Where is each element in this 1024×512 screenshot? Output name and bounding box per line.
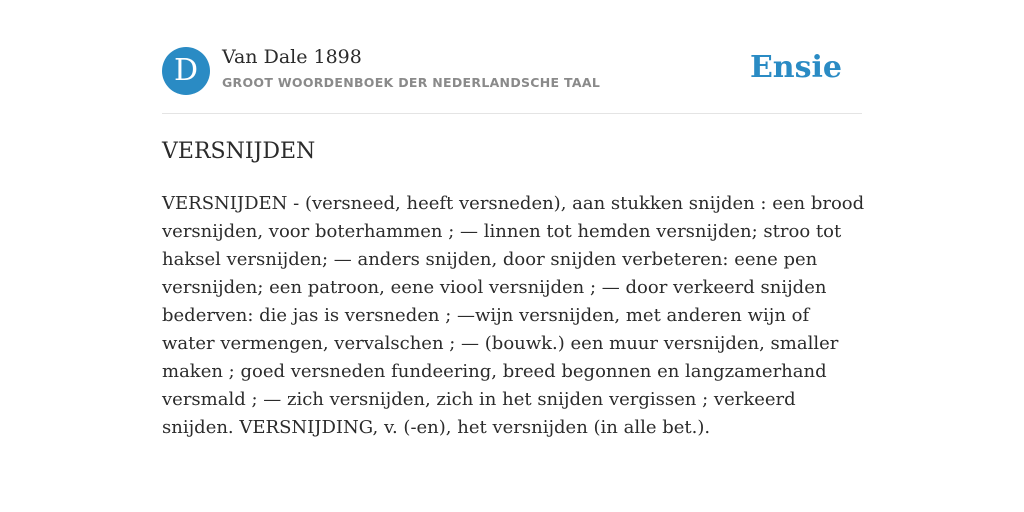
brand-logo[interactable]: Ensie [749, 50, 842, 85]
entry-definition: VERSNIJDEN - (versneed, heeft versneden), aan stukken snijden : een brood versnijden, voor boterhammen ; — linnen tot hemden versnijden; stroo tot haksel versnijden; — anders snijden, door snijden verbeteren: eene pen versnijden; een patroon, eene viool versnijden ; — door verkeerd snijden bederven: die jas is versneden ; —wijn versnijden, met anderen wijn of water vermengen, vervalschen ; — (bouwk.) een muur versnijden, smaller maken ; goed versneden fundeering, breed begonnen en langzamerhand versmald ; — zich versnijden, zich in het snijden vergissen ; verkeerd snijden. VERSNIJDING, v. (-en), het versnijden (in alle bet.). [162, 193, 865, 438]
source-logo[interactable]: D [162, 47, 210, 95]
entry-headword: VERSNIJDEN [162, 139, 316, 164]
source-header [162, 46, 862, 96]
header-divider [162, 113, 862, 114]
source-subtitle: GROOT WOORDENBOEK DER NEDERLANDSCHE TAAL [222, 75, 601, 90]
source-title[interactable]: Van Dale 1898 [222, 46, 362, 68]
